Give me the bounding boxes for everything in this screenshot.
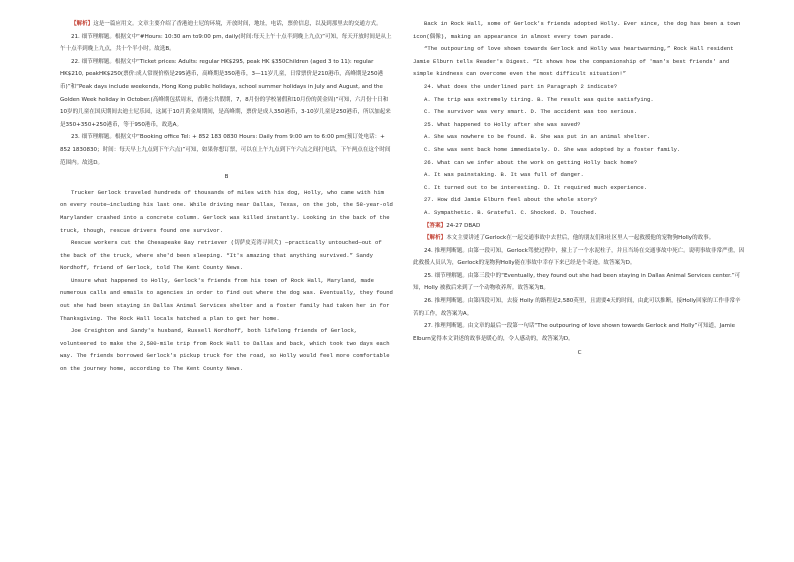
answer-tag: 【答案】 xyxy=(424,222,447,229)
passage-paragraph-4: Joe Creighton and Sandy's husband, Russell Nordhoff, both lifelong friends of Gerlock, volunteered to make the 2,580-mile trip from Rock Hall to Dallas and back, which took two days each way. The friends borrowed Gerlock's pickup truck for the road, so Holly would feel more comfortable on the journey home, according to The Kent County News. xyxy=(60,327,390,373)
passage-paragraph-3: Unsure what happened to Holly, Gerlock's friends from his town of Rock Hall, Maryland, made numerous calls and emails to agencies in order to find out where the dog was. Eventually, they found out she had been staying in Dallas Animal Services shelter and a foster family had taken her in for Thanksgiving. The Rock Hall locals hatched a plan to get her home. xyxy=(60,276,393,322)
answer-24-explanation: 24. 推理判断题。由第一段可知，Gerlock驾驶过程中，撞上了一个水泥柱子，并且当场在交通事故中死亡。说明事故非常严重，因此救援人员认为，Gerlock的宠物狗Holly能在事故中幸存下来已经是个奇迹。故答案为D。 xyxy=(413,247,745,267)
answer-26-explanation: 26. 推理判断题。由第四段可知，去接 Holly 的路程是2,580英里，且需要4天的时间，由此可以推断，接Holly回家的工作非常辛苦的工作，故答案为A。 xyxy=(413,298,741,317)
passage-paragraph-6: “The outpouring of love shown towards Gerlock and Holly was heartwarming,” Rock Hall resident Jamie Elburn tells Reader's Digest. “It shows how the companionship of 'man's best friends' and simple kindness can overcome even the most difficult situation!” xyxy=(413,45,734,78)
answer-25-explanation: 25. 细节理解题。由第三段中的“Eventually, they found out she had been staying in Dallas Animal Services center.”可知，Holly 被救后来到了一个动物收养所。故答案为B。 xyxy=(413,272,741,292)
right-column xyxy=(413,18,746,363)
left-column xyxy=(60,18,393,376)
question-24-options-ab: A. The trip was extremely tiring. B. The result was quite satisfying. xyxy=(424,95,654,103)
passage-paragraph-5: Back in Rock Hall, some of Gerlock's friends adopted Holly. Ever since, the dog has been a town icon(偶像), making an appearance in almost every town parade. xyxy=(413,20,741,40)
explanation-paragraph: 【解析】这是一篇应用文。文章主要介绍了香港迪士尼的环境，开放时间，地址，电话，票价信息，以及到那里去的交通方式。 xyxy=(71,21,382,27)
answer-22-explanation: 22. 细节理解题。根据文中“Ticket prices: Adults: regular HK$295, peak HK $350Children (aged 3 to 11): regular HK$210, peakHK$250(票价:成人常规价格是295港币，高峰期是350港币，3—11岁儿童，日常票价是210港币，高峰期是250港币)”和“Peak days include weekends, Hong Kong public holidays, school summer holidays in July and August, and the Golden Week holiday in October.(高峰期包括周末，香港公共假期，7，8月份的学校暑假和10月份的黄金周)”可知，六月份十日和10岁的儿童在国庆期间去迪士尼乐园，这属于10月黄金周期间，是高峰期，票价是成人350港币，3-10岁儿童是250港币，所以加起来是350+350+250港币，等于950港币，故选A。 xyxy=(60,58,391,128)
section-heading-b: B xyxy=(224,174,229,181)
explanation-tag: 【解析】 xyxy=(71,21,94,27)
explanation-tag: 【解析】 xyxy=(424,235,447,242)
question-26-options-cd: C. It turned out to be interesting. D. It required much experience. xyxy=(424,183,648,191)
question-27: 27. How did Jamie Elburn feel about the whole story? xyxy=(424,196,598,204)
answer-23-explanation: 23. 细节理解题。根据文中“Booking office Tel: + 852 183 0830 Hours: Daily from 9:00 am to 6:00 pm(预订处电话：+ 852 1830830；时间：每天早上九点到下午六点)”可知，如果你想订票，可以在上午九点到下午六点之间打电话，下午两点在这个时间范围内。故选D。 xyxy=(60,134,391,166)
question-25-options-ab: A. She was nowhere to be found. B. She was put in an animal shelter. xyxy=(424,133,651,141)
explanation-paragraph: 【解析】本文主要讲述了Gerlock在一起交通事故中去世后，他的朋友们和社区里人一起救援他的宠物狗Holly的故事。 xyxy=(424,235,715,242)
passage-paragraph-2: Rescue workers cut the Chesapeake Bay retriever (切萨皮克湾寻回犬) —practically untouched—out of the back of the truck, where she'd been sleeping. “It's amazing that anything survived.” Sandy Nordhoff, friend of Gerlock, told The Kent County News. xyxy=(60,239,382,272)
question-26-options-ab: A. It was painstaking. B. It was full of danger. xyxy=(424,171,584,179)
question-26: 26. What can we infer about the work on getting Holly back home? xyxy=(424,158,638,166)
passage-paragraph-1: Trucker Gerlock traveled hundreds of thousands of miles with his dog, Holly, who came with him on every route—including his last one. While driving near Dallas, Texas, on the job, the 58-year-old Marylander crashed into a concrete column. Gerlock was killed instantly. Looking in the back of the truck, though, rescue drivers found one survivor. xyxy=(60,188,393,234)
question-27-options: A. Sympathetic. B. Grateful. C. Shocked. D. Touched. xyxy=(424,208,598,216)
answer-21-explanation: 21. 细节理解题。根据文中“#Hours: 10:30 am to9:00 pm, daily(时间:每天上午十点半到晚上九点)”可知，每天开放时间是从上午十点半到晚上九点，共十个半小时。故选B。 xyxy=(60,33,392,53)
question-24: 24. What does the underlined part in Paragraph 2 indicate? xyxy=(424,82,618,90)
question-25: 25. What happened to Holly after she was saved? xyxy=(424,120,581,128)
question-24-options-cd: C. The survivor was very smart. D. The accident was too serious. xyxy=(424,108,638,116)
question-25-options-cd: C. She was sent back home immediately. D. She was adopted by a foster family. xyxy=(424,145,681,153)
answer-key: 【答案】24-27 DBAD xyxy=(424,222,481,229)
section-heading-c: C xyxy=(577,350,582,357)
answer-27-explanation: 27. 推理判断题。由文章的最后一段第一句话“The outpouring of love shown towards Gerlock and Holly”可知道，Jamie Elburn觉得本文讲述的故事是暖心的，令人感动的，故答案为D。 xyxy=(413,323,736,342)
